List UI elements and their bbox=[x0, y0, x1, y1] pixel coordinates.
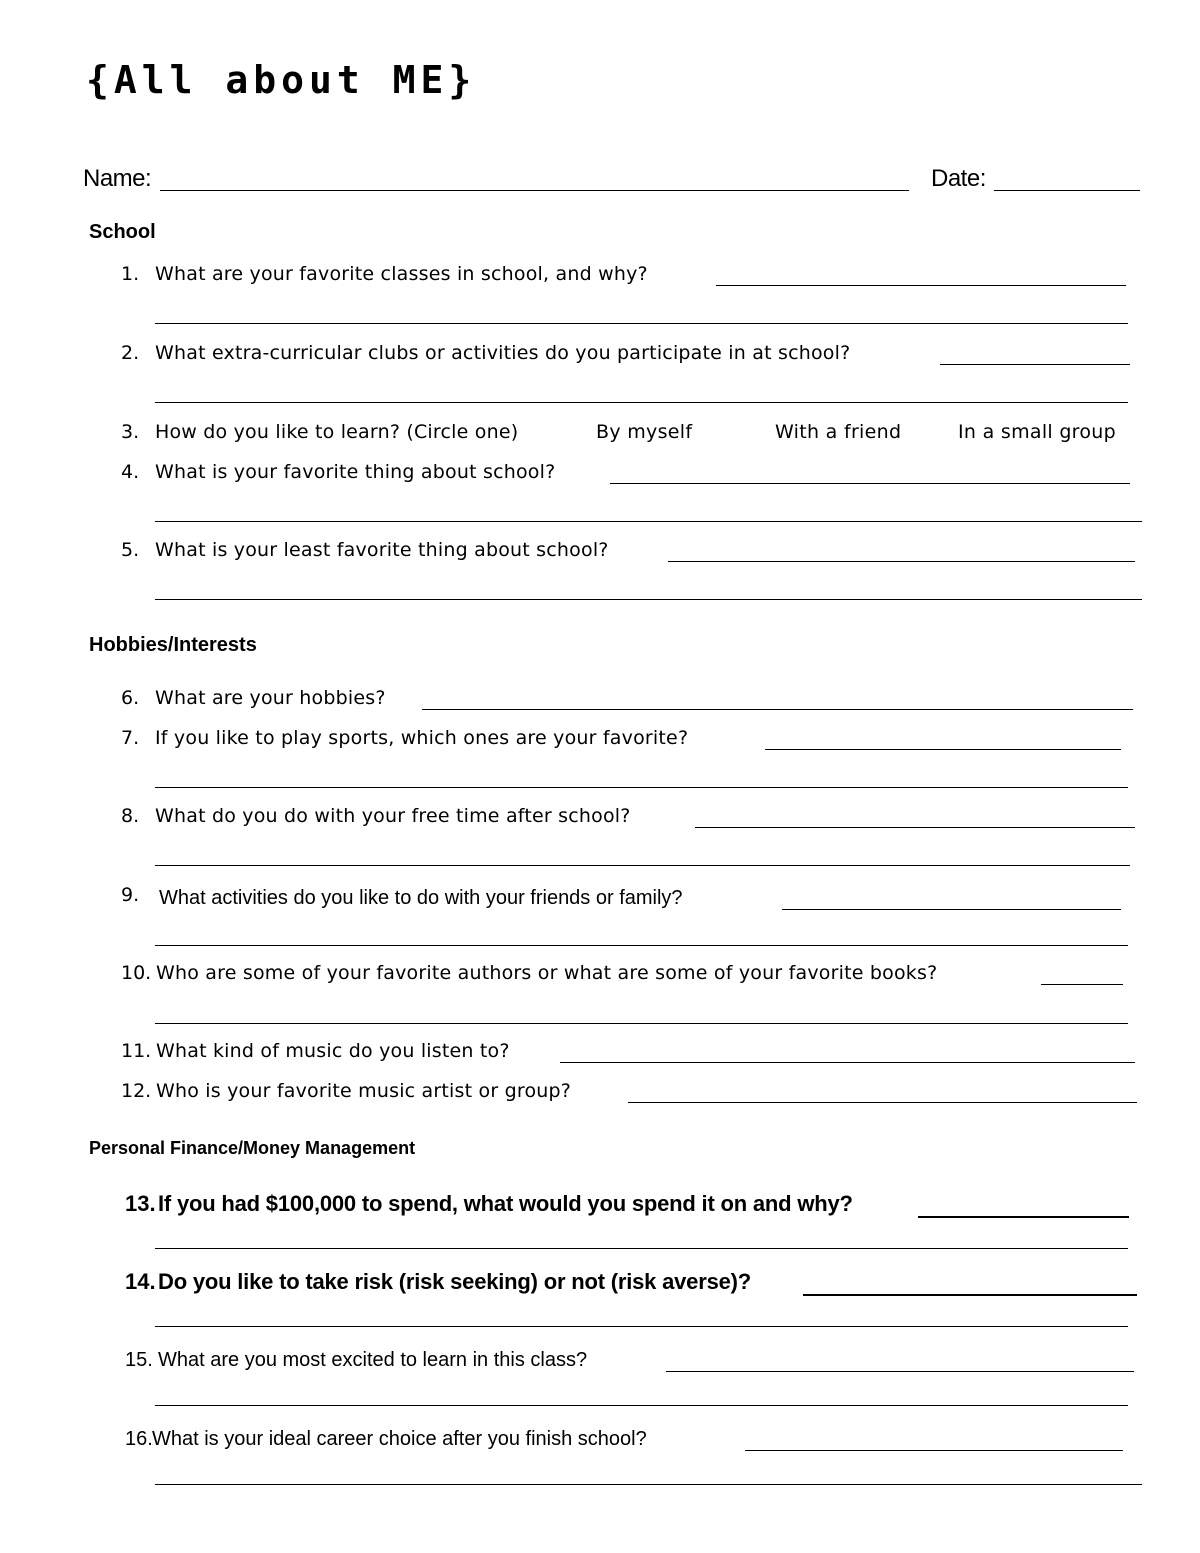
question-text: How do you like to learn? (Circle one) bbox=[155, 421, 519, 443]
question-text: What is your ideal career choice after you finish school? bbox=[152, 1428, 647, 1450]
page-title: {All about ME} bbox=[86, 58, 477, 102]
answer-line[interactable] bbox=[560, 1062, 1135, 1063]
answer-line[interactable] bbox=[155, 599, 1142, 600]
question-text: Do you like to take risk (risk seeking) or not (risk averse)? bbox=[158, 1269, 752, 1294]
answer-line[interactable] bbox=[422, 709, 1133, 710]
answer-line[interactable] bbox=[716, 285, 1126, 286]
answer-line[interactable] bbox=[782, 909, 1121, 910]
question-number: 15. bbox=[125, 1349, 153, 1371]
name-field[interactable] bbox=[160, 190, 909, 191]
answer-line[interactable] bbox=[745, 1450, 1123, 1451]
answer-line[interactable] bbox=[155, 1326, 1128, 1327]
question-text: What do you do with your free time after school? bbox=[155, 805, 631, 827]
question-number: 1. bbox=[121, 263, 140, 285]
question-number: 16. bbox=[125, 1428, 153, 1450]
question-number: 11. bbox=[121, 1040, 152, 1062]
answer-line[interactable] bbox=[155, 1484, 1142, 1485]
answer-line[interactable] bbox=[918, 1216, 1129, 1218]
question-text: What is your favorite thing about school? bbox=[155, 461, 556, 483]
learn-option-small-group[interactable]: In a small group bbox=[958, 421, 1116, 443]
question-text: What kind of music do you listen to? bbox=[156, 1040, 510, 1062]
date-label: Date: bbox=[931, 165, 986, 192]
question-text: What are you most excited to learn in this class? bbox=[158, 1349, 588, 1371]
question-text: What are your hobbies? bbox=[155, 687, 386, 709]
section-heading-finance: Personal Finance/Money Management bbox=[89, 1138, 416, 1158]
question-text: What is your least favorite thing about school? bbox=[155, 539, 609, 561]
name-label: Name: bbox=[83, 165, 152, 192]
answer-line[interactable] bbox=[668, 561, 1135, 562]
question-number: 8. bbox=[121, 805, 140, 827]
answer-line[interactable] bbox=[695, 827, 1135, 828]
question-text: What extra-curricular clubs or activities do you participate in at school? bbox=[155, 342, 851, 364]
answer-line[interactable] bbox=[155, 402, 1128, 403]
question-number: 7. bbox=[121, 727, 140, 749]
question-number: 12. bbox=[121, 1080, 152, 1102]
learn-option-with-a-friend[interactable]: With a friend bbox=[775, 421, 902, 443]
answer-line[interactable] bbox=[940, 364, 1130, 365]
date-field[interactable] bbox=[994, 190, 1140, 191]
answer-line[interactable] bbox=[155, 323, 1128, 324]
question-number: 2. bbox=[121, 342, 140, 364]
question-text: What are your favorite classes in school, and why? bbox=[155, 263, 648, 285]
answer-line[interactable] bbox=[155, 521, 1142, 522]
answer-line[interactable] bbox=[803, 1294, 1137, 1296]
answer-line[interactable] bbox=[628, 1102, 1137, 1103]
learn-option-by-myself[interactable]: By myself bbox=[596, 421, 693, 443]
section-heading-hobbies: Hobbies/Interests bbox=[89, 634, 257, 656]
question-text: If you like to play sports, which ones are your favorite? bbox=[155, 727, 689, 749]
section-heading-school: School bbox=[89, 221, 156, 243]
answer-line[interactable] bbox=[155, 945, 1128, 946]
answer-line[interactable] bbox=[155, 787, 1128, 788]
answer-line[interactable] bbox=[155, 1405, 1128, 1406]
question-number: 3. bbox=[121, 421, 140, 443]
answer-line[interactable] bbox=[155, 1023, 1128, 1024]
answer-line[interactable] bbox=[610, 483, 1130, 484]
answer-line[interactable] bbox=[1041, 984, 1123, 985]
answer-line[interactable] bbox=[155, 865, 1130, 866]
answer-line[interactable] bbox=[765, 749, 1121, 750]
question-number: 5. bbox=[121, 539, 140, 561]
question-number: 6. bbox=[121, 687, 140, 709]
answer-line[interactable] bbox=[155, 1248, 1128, 1249]
question-text: Who are some of your favorite authors or what are some of your favorite books? bbox=[156, 962, 938, 984]
question-number: 10. bbox=[121, 962, 152, 984]
question-text: If you had $100,000 to spend, what would you spend it on and why? bbox=[158, 1191, 853, 1216]
question-text: Who is your favorite music artist or group? bbox=[156, 1080, 572, 1102]
question-number: 14. bbox=[125, 1269, 156, 1294]
question-text: What activities do you like to do with your friends or family? bbox=[159, 887, 683, 909]
question-number: 4. bbox=[121, 461, 140, 483]
answer-line[interactable] bbox=[666, 1371, 1134, 1372]
question-number: 13. bbox=[125, 1191, 156, 1216]
question-number: 9. bbox=[121, 884, 140, 906]
